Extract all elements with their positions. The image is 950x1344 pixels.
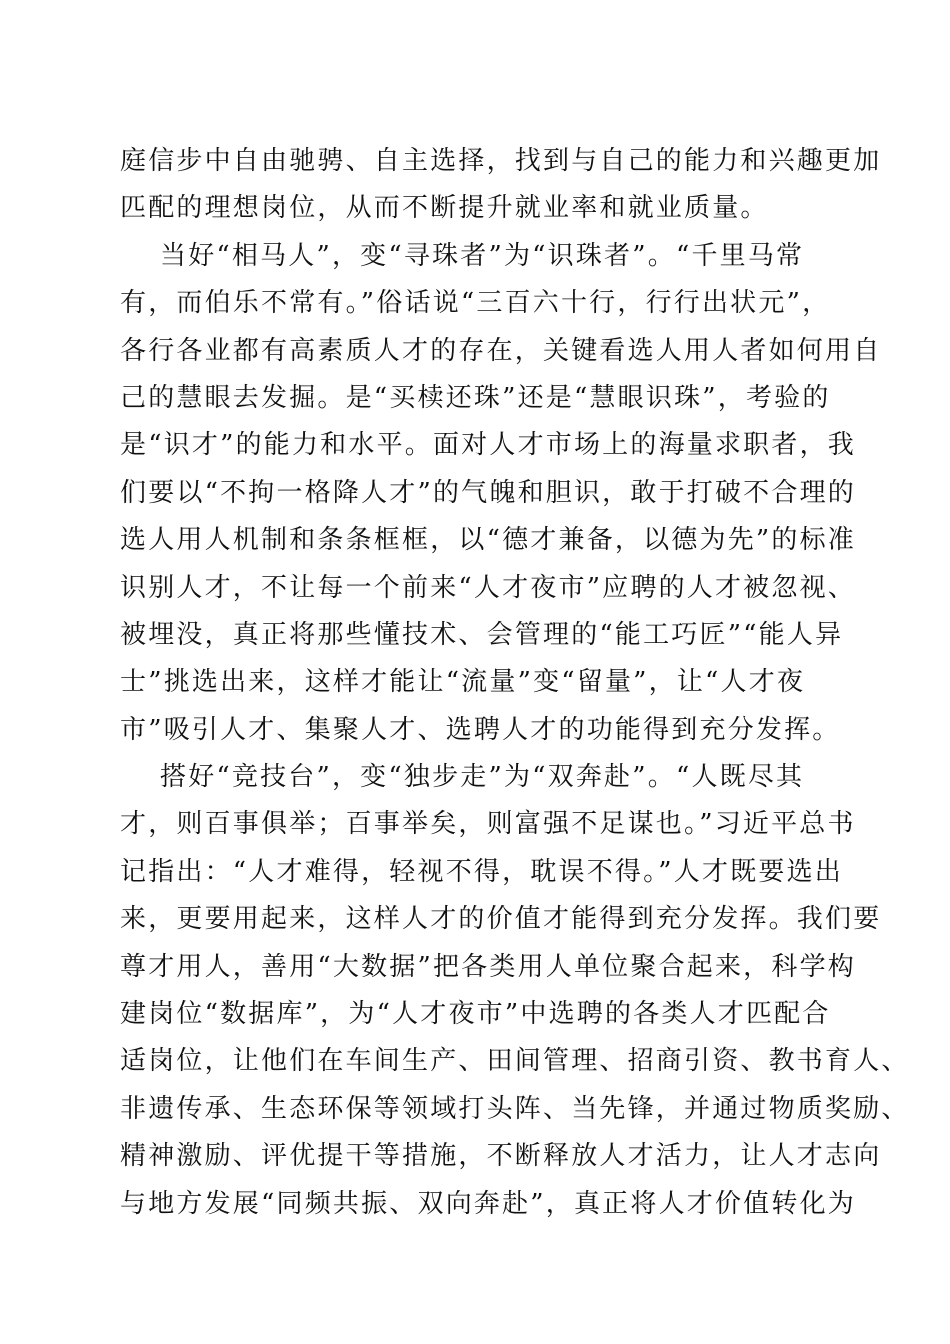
paragraph-start-line: 搭好“竞技台”，变“独步走”为“双奔赴”。“人既尽其 — [160, 762, 805, 793]
text-line: 士”挑选出来，这样才能让“流量”变“留量”，让“人才夜 — [120, 667, 806, 698]
text-line: 有，而伯乐不常有。”俗话说“三百六十行，行行出状元”， — [120, 288, 831, 319]
text-line: 庭信步中自由驰骋、自主选择，找到与自己的能力和兴趣更加 — [120, 146, 882, 176]
text-line: 各行各业都有高素质人才的存在，关键看选人用人者如何用自 — [120, 335, 882, 366]
paragraph-start-line: 当好“相马人”，变“寻珠者”为“识珠者”。“千里马常 — [160, 240, 805, 271]
text-line: 匹配的理想岗位，从而不断提升就业率和就业质量。 — [120, 193, 769, 224]
text-line: 尊才用人，善用“大数据”把各类用人单位聚合起来，科学构 — [120, 951, 856, 982]
text-line: 建岗位“数据库”，为“人才夜市”中选聘的各类人才匹配合 — [120, 999, 831, 1030]
text-line: 是“识才”的能力和水平。面对人才市场上的海量求职者，我 — [120, 430, 856, 461]
text-line: 们要以“不拘一格降人才”的气魄和胆识，敢于打破不合理的 — [120, 477, 856, 508]
text-line: 记指出：“人才难得，轻视不得，耽误不得。”人才既要选出 — [120, 856, 843, 887]
text-line: 才，则百事俱举；百事举矣，则富强不足谋也。”习近平总书 — [120, 809, 856, 840]
text-line: 选人用人机制和条条框框，以“德才兼备，以德为先”的标准 — [120, 525, 856, 556]
text-line: 非遗传承、生态环保等领域打头阵、当先锋，并通过物质奖励、 — [120, 1093, 910, 1124]
text-line: 己的慧眼去发掘。是“买椟还珠”还是“慧眼识珠”，考验的 — [120, 382, 831, 413]
text-line: 被埋没，真正将那些懂技术、会管理的“能工巧匠”“能人异 — [120, 619, 844, 650]
text-line: 适岗位，让他们在车间生产、田间管理、招商引资、教书育人、 — [120, 1046, 910, 1077]
text-line: 精神激励、评优提干等措施，不断释放人才活力，让人才志向 — [120, 1141, 882, 1172]
body-text — [120, 138, 910, 1228]
text-line: 识别人才，不让每一个前来“人才夜市”应聘的人才被忽视、 — [120, 572, 856, 603]
text-line: 与地方发展“同频共振、双向奔赴”，真正将人才价值转化为 — [120, 1188, 856, 1219]
text-line: 来，更要用起来，这样人才的价值才能得到充分发挥。我们要 — [120, 904, 882, 935]
text-line: 市”吸引人才、集聚人才、选聘人才的功能得到充分发挥。 — [120, 714, 841, 745]
